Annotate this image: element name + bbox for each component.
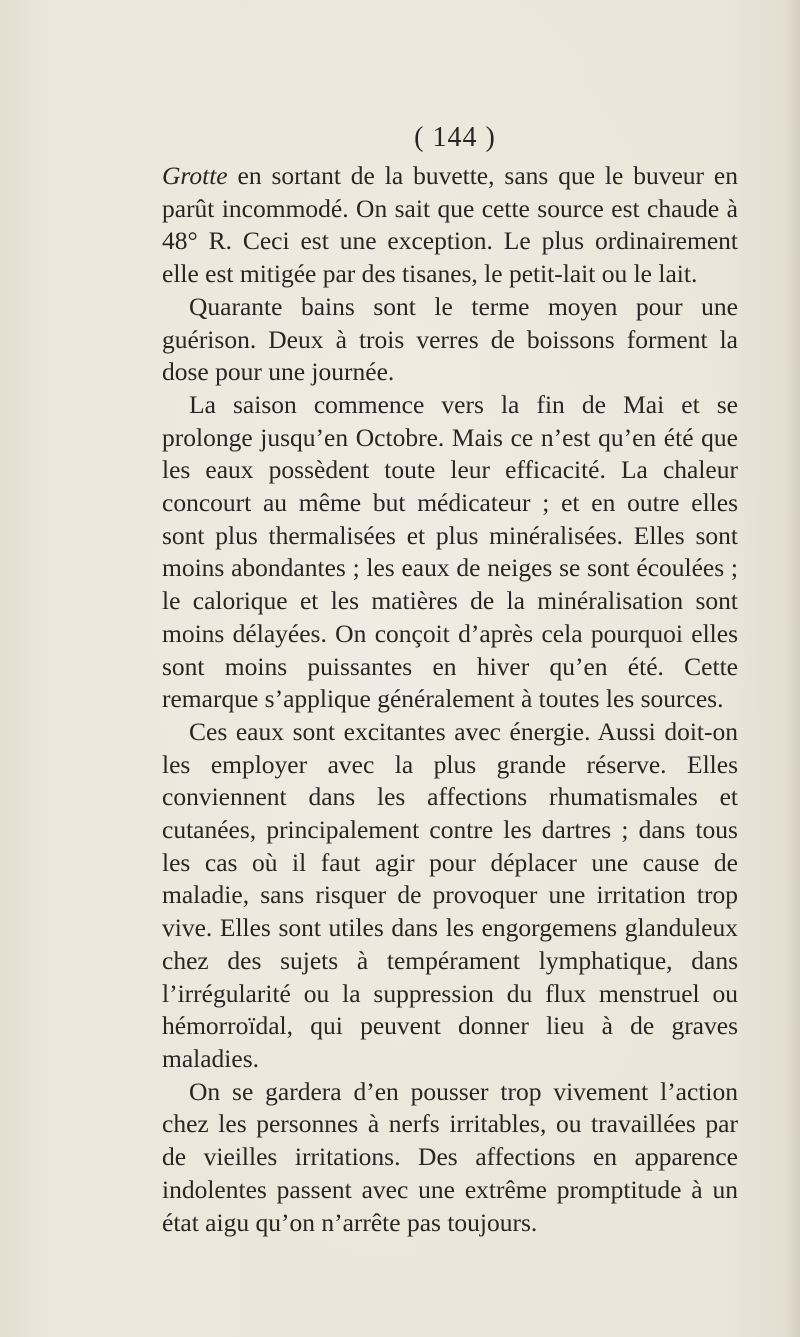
paragraph-3-text: La saison commence vers la fin de Mai et se prolonge jusqu’en Octobre. Mais ce n’est qu’en été que les eaux possèdent toute leur efficacité. La chaleur concourt au même but médicateur ; et en outre elles sont plus thermalisées et plus minéralisées. Elles sont moins abondantes ; les eaux de neiges se sont écoulées ; le calorique et les matières de la minéralisation sont moins délayées. On conçoit d’après cela pourquoi elles sont moins puissantes en hiver qu’en été. Cette remarque s’applique généralement à toutes les sources. bbox=[162, 389, 738, 714]
page-edge-shadow bbox=[786, 0, 800, 1337]
page-number: ( 144 ) bbox=[414, 122, 496, 153]
paragraph-3 bbox=[162, 389, 738, 716]
paragraph-1-text: en sortant de la buvette, sans que le buveur en parût incommodé. On sait que cette source est chaude à 48° R. Ceci est une exception. Le plus ordinairement elle est mitigée par des tisanes, le petit-lait ou le lait. bbox=[162, 161, 738, 289]
paragraph-2 bbox=[162, 291, 738, 389]
paragraph-4-text: Ces eaux sont excitantes avec énergie. Aussi doit-on les employer avec la plus grande réserve. Elles conviennent dans les affections rhumatismales et cutanées, principalement contre les dartres ; dans tous les cas où il faut agir pour déplacer une cause de maladie, sans risquer de provoquer une irritation trop vive. Elles sont utiles dans les engorgemens glanduleux chez des sujets à tempérament lymphatique, dans l’irrégularité ou la suppression du flux menstruel ou hémorroïdal, qui peuvent donner lieu à de graves maladies. bbox=[162, 716, 738, 1073]
place-name-italic: Grotte bbox=[162, 161, 228, 190]
body-text bbox=[162, 160, 738, 1239]
paragraph-5 bbox=[162, 1076, 738, 1240]
paragraph-4 bbox=[162, 716, 738, 1076]
paragraph-5-text: On se gardera d’en pousser trop vivement l’action chez les personnes à nerfs irritables, ou travaillées par de vieilles irritations. Des affections en apparence indolentes passent avec une extrême promptitude à un état aigu qu’on n’arrête pas toujours. bbox=[162, 1076, 738, 1237]
paragraph-1 bbox=[162, 160, 738, 291]
paragraph-2-text: Quarante bains sont le terme moyen pour une guérison. Deux à trois verres de boissons forment la dose pour une journée. bbox=[162, 291, 738, 387]
